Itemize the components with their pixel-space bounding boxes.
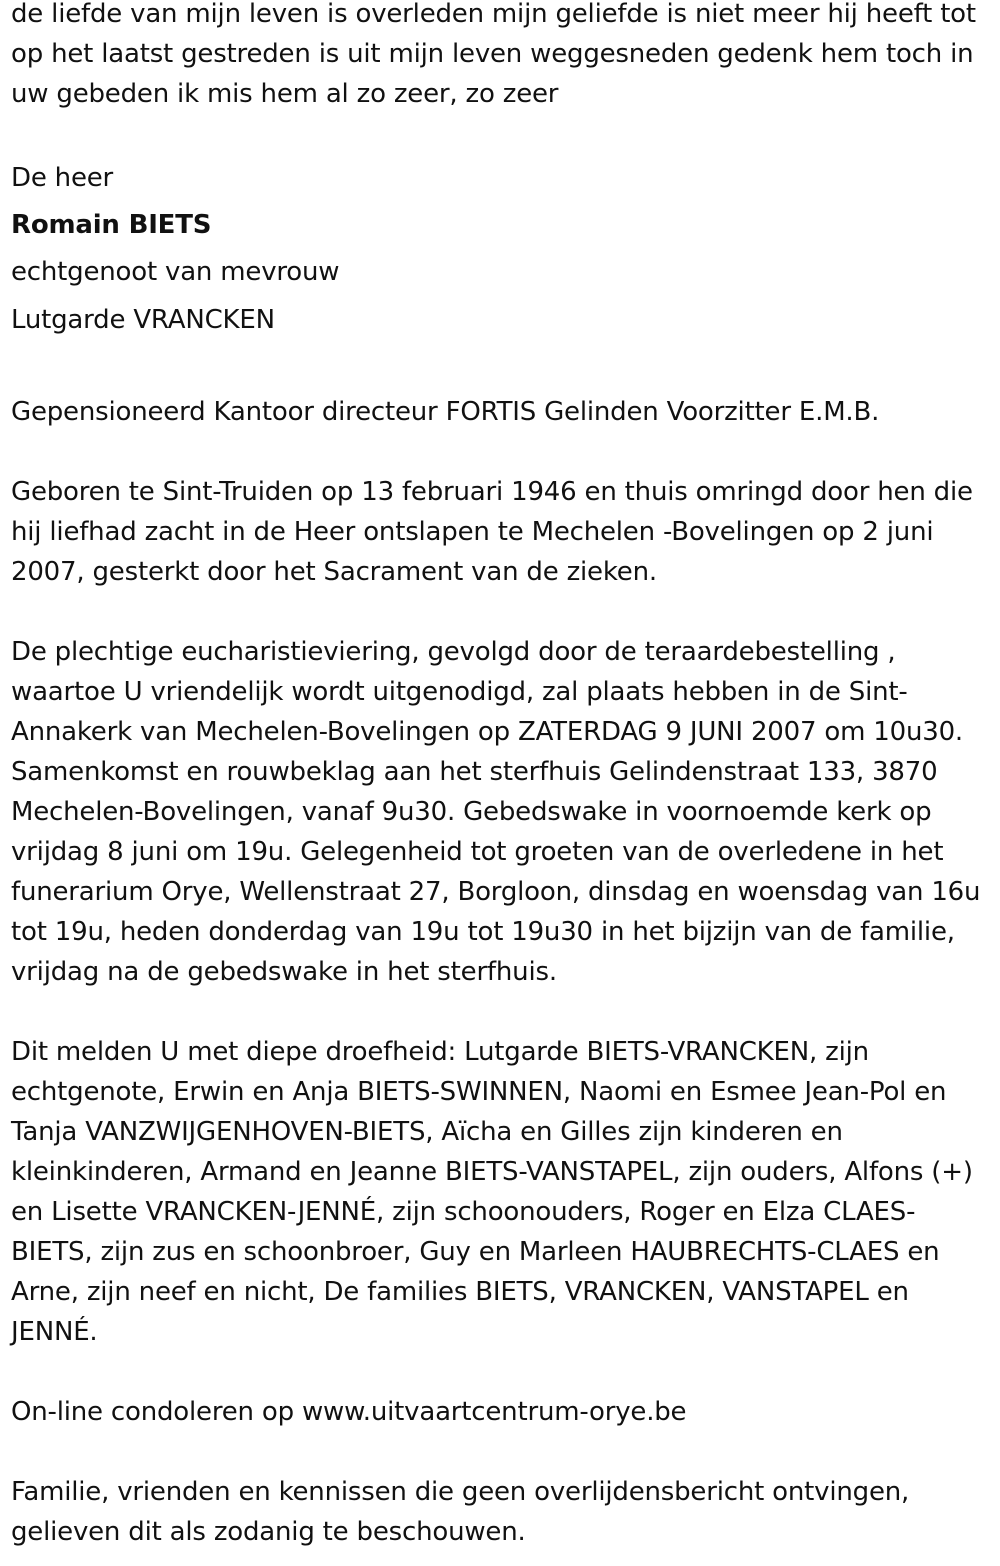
spouse-name: Lutgarde VRANCKEN <box>11 305 275 335</box>
occupation: Gepensioneerd Kantoor directeur FORTIS Gelinden Voorzitter E.M.B. <box>11 397 880 427</box>
spacer <box>11 1352 990 1392</box>
ceremony-paragraph: De plechtige eucharistieviering, gevolgd door de teraardebestelling , waartoe U vriendelijk wordt uitgenodigd, zal plaats hebben in de Sint-Annakerk van Mechelen-Bovelingen op ZATERDAG 9 JUNI 2007 om 10u30. Samenkomst en rouwbeklag aan het sterfhuis Gelindenstraat 133, 3870 Mechelen-Bovelingen, vanaf 9u30. Gebedswake in voornoemde kerk op vrijdag 8 juni om 19u. Gelegenheid tot groeten van de overledene in het funerarium Orye, Wellenstraat 27, Borgloon, dinsdag en woensdag van 16u tot 19u, heden donderdag van 19u tot 19u30 in het bijzijn van de familie, vrijdag na de gebedswake in het sterfhuis. <box>11 637 981 987</box>
spouse-relation: echtgenoot van mevrouw <box>11 257 340 287</box>
obituary-document <box>11 0 990 1552</box>
poem-text: de liefde van mijn leven is overleden mijn geliefde is niet meer hij heeft tot op het laatst gestreden is uit mijn leven weggesneden gedenk hem toch in uw gebeden ik mis hem al zo zeer, zo zeer <box>11 0 976 109</box>
spacer <box>11 352 990 392</box>
spacer <box>11 344 990 352</box>
birth-death-paragraph: Geboren te Sint-Truiden op 13 februari 1946 en thuis omringd door hen die hij liefhad zacht in de Heer ontslapen te Mechelen -Bovelingen op 2 juni 2007, gesterkt door het Sacrament van de zieken. <box>11 477 973 587</box>
condolence-line <box>11 1392 990 1432</box>
spacer <box>11 432 990 472</box>
spacer <box>11 1432 990 1472</box>
closing-paragraph: Familie, vrienden en kennissen die geen overlijdensbericht ontvingen, gelieven dit als zodanig te beschouwen. <box>11 1477 910 1547</box>
salutation: De heer <box>11 163 114 193</box>
condolence-website-link[interactable]: www.uitvaartcentrum-orye.be <box>301 1397 687 1427</box>
spacer <box>11 992 990 1032</box>
spacer <box>11 592 990 632</box>
spacer <box>11 114 990 154</box>
condolence-prefix: On-line condoleren op <box>11 1397 294 1427</box>
deceased-name: Romain BIETS <box>11 210 212 240</box>
family-paragraph: Dit melden U met diepe droefheid: Lutgarde BIETS-VRANCKEN, zijn echtgenote, Erwin en Anja BIETS-SWINNEN, Naomi en Esmee Jean-Pol en Tanja VANZWIJGENHOVEN-BIETS, Aïcha en Gilles zijn kinderen en kleinkinderen, Armand en Jeanne BIETS-VANSTAPEL, zijn ouders, Alfons (+) en Lisette VRANCKEN-JENNÉ, zijn schoonouders, Roger en Elza CLAES-BIETS, zijn zus en schoonbroer, Guy en Marleen HAUBRECHTS-CLAES en Arne, zijn neef en nicht, De families BIETS, VRANCKEN, VANSTAPEL en JENNÉ. <box>11 1037 973 1347</box>
